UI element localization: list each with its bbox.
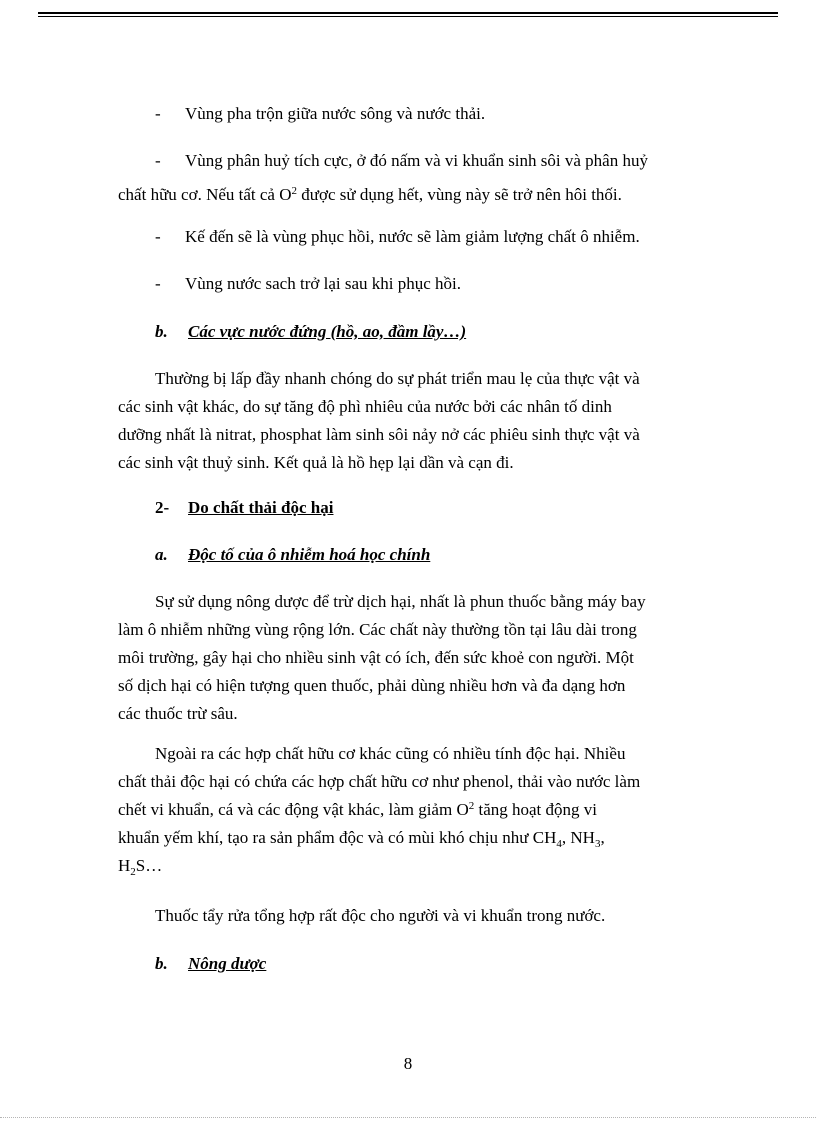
heading-text: Các vực nước đứng (hồ, ao, đầm lầy…) bbox=[188, 322, 467, 341]
paragraph-line: làm ô nhiễm những vùng rộng lớn. Các chất này thường tồn tại lâu dài trong bbox=[118, 620, 637, 639]
subscript: 2 bbox=[130, 866, 136, 878]
list-marker: - bbox=[155, 104, 161, 123]
text-run: tăng hoạt động vi bbox=[474, 800, 597, 819]
heading-text: Nông dược bbox=[188, 954, 267, 973]
paragraph-line: Ngoài ra các hợp chất hữu cơ khác cũng có nhiều tính độc hại. Nhiều bbox=[155, 744, 626, 763]
heading-text: Độc tố của ô nhiễm hoá học chính bbox=[188, 545, 431, 564]
section-heading-chemical-toxins bbox=[155, 541, 430, 569]
page-border-bottom bbox=[0, 1117, 816, 1118]
paragraph-line: số dịch hại có hiện tượng quen thuốc, phải dùng nhiều hơn và đa dạng hơn bbox=[118, 676, 626, 695]
section-heading-standing-water bbox=[155, 318, 466, 346]
superscript: 2 bbox=[291, 185, 297, 197]
list-item-clean-water-zone bbox=[155, 270, 461, 298]
list-marker: - bbox=[155, 227, 161, 246]
page-number: 8 bbox=[403, 1054, 413, 1073]
subscript: 3 bbox=[594, 838, 601, 850]
heading-label: 2- bbox=[155, 498, 170, 517]
section-heading-pesticides bbox=[155, 950, 266, 978]
subscript: 4 bbox=[556, 838, 562, 850]
heading-text: Do chất thải độc hại bbox=[188, 498, 334, 517]
list-marker: - bbox=[155, 274, 161, 293]
list-item-text-line1: Vùng phân huỷ tích cực, ở đó nấm và vi khuẩn sinh sôi và phân huỷ bbox=[185, 151, 648, 170]
list-item-mixing-zone bbox=[155, 100, 485, 128]
paragraph-standing-water bbox=[118, 365, 696, 477]
list-marker: - bbox=[155, 151, 161, 170]
text-run: , NH bbox=[561, 828, 595, 847]
paragraph-line: các sinh vật thuỷ sinh. Kết quả là hồ hẹp lại dần và cạn đi. bbox=[118, 453, 514, 472]
paragraph-line bbox=[118, 852, 696, 880]
text-run: chết vi khuẩn, cá và các động vật khác, làm giảm O bbox=[118, 800, 469, 819]
section-heading-toxic-waste bbox=[155, 494, 333, 522]
list-item-recovery-zone bbox=[155, 223, 640, 251]
paragraph-line: các sinh vật khác, do sự tăng độ phì nhiêu của nước bởi các nhân tố dinh bbox=[118, 397, 612, 416]
paragraph-line: Sự sử dụng nông dược để trừ dịch hại, nhất là phun thuốc bằng máy bay bbox=[155, 592, 646, 611]
heading-label: a. bbox=[155, 545, 168, 564]
paragraph-pesticides bbox=[118, 588, 696, 728]
text-run: S… bbox=[135, 856, 163, 875]
heading-label: b. bbox=[155, 954, 168, 973]
paragraph-detergents bbox=[118, 902, 696, 930]
page-border-top bbox=[38, 12, 778, 17]
list-item-text-line2: chất hữu cơ. Nếu tất cả O bbox=[118, 185, 292, 204]
paragraph-line: môi trường, gây hại cho nhiều sinh vật có ích, đến sức khoẻ con người. Một bbox=[118, 648, 634, 667]
text-run: , bbox=[600, 828, 605, 847]
paragraph-line: các thuốc trừ sâu. bbox=[118, 704, 238, 723]
list-item-text-line2b: được sử dụng hết, vùng này sẽ trở nên hôi thối. bbox=[297, 185, 622, 204]
paragraph-line: chất thải độc hại có chứa các hợp chất hữu cơ như phenol, thải vào nước làm bbox=[118, 772, 641, 791]
paragraph-line: Thuốc tẩy rửa tổng hợp rất độc cho người và vi khuẩn trong nước. bbox=[155, 906, 606, 925]
paragraph-organic-compounds bbox=[118, 740, 696, 880]
paragraph-line bbox=[118, 796, 696, 824]
list-item-text: Vùng pha trộn giữa nước sông và nước thải. bbox=[185, 104, 486, 123]
list-item-decomposition-zone bbox=[118, 147, 696, 209]
text-run: khuẩn yếm khí, tạo ra sản phẩm độc và có mùi khó chịu như CH bbox=[118, 828, 557, 847]
paragraph-line: Thường bị lấp đầy nhanh chóng do sự phát triển mau lẹ của thực vật và bbox=[155, 369, 640, 388]
heading-label: b. bbox=[155, 322, 168, 341]
superscript: 2 bbox=[468, 800, 475, 812]
text-run: H bbox=[118, 856, 131, 875]
list-item-text: Vùng nước sach trở lại sau khi phục hồi. bbox=[185, 274, 462, 293]
paragraph-line bbox=[118, 824, 696, 852]
paragraph-line: dưỡng nhất là nitrat, phosphat làm sinh sôi nảy nở các phiêu sinh thực vật và bbox=[118, 425, 640, 444]
list-item-text: Kế đến sẽ là vùng phục hồi, nước sẽ làm giảm lượng chất ô nhiễm. bbox=[185, 227, 640, 246]
